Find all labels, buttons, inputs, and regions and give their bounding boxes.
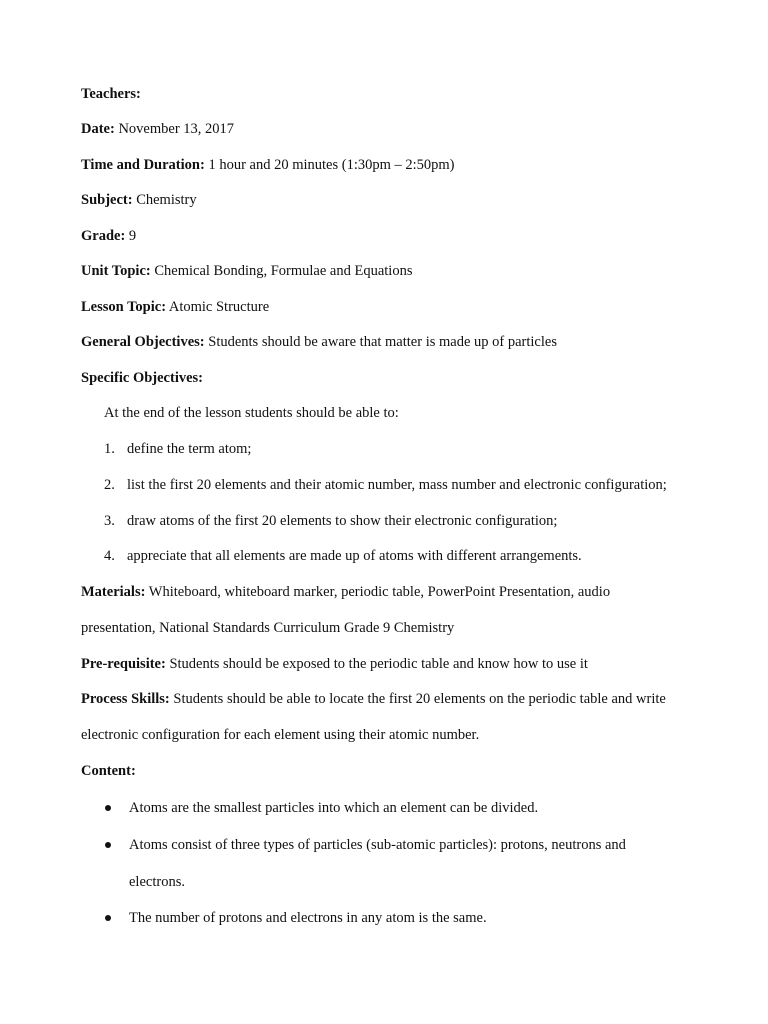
subject-value: Chemistry bbox=[136, 192, 197, 208]
content-heading bbox=[81, 762, 136, 780]
grade-label: Grade: bbox=[81, 228, 126, 244]
process-skills-label: Process Skills: bbox=[81, 691, 170, 707]
objective-number: 1. bbox=[104, 441, 115, 457]
materials-value: Whiteboard, whiteboard marker, periodic table, PowerPoint Presentation, audio bbox=[148, 584, 611, 600]
date-value: November 13, 2017 bbox=[118, 121, 235, 137]
general-objectives-line bbox=[81, 333, 557, 351]
time-duration-label: Time and Duration: bbox=[81, 157, 205, 173]
lesson-topic-value: Atomic Structure bbox=[168, 299, 270, 315]
unit-topic-label: Unit Topic: bbox=[81, 263, 151, 279]
teachers-line bbox=[81, 85, 141, 103]
materials-line bbox=[81, 583, 610, 601]
lesson-topic-line bbox=[81, 298, 269, 316]
teachers-label: Teachers: bbox=[81, 86, 141, 102]
subject-line bbox=[81, 191, 197, 209]
time-duration-line bbox=[81, 156, 455, 174]
content-bullet-text: Atoms are the smallest particles into which an element can be divided. bbox=[129, 800, 539, 816]
prerequisite-label: Pre-requisite: bbox=[81, 656, 166, 672]
objective-number: 2. bbox=[104, 477, 115, 493]
prerequisite-line bbox=[81, 655, 588, 673]
objective-number: 3. bbox=[104, 513, 115, 529]
content-bullet-continuation: electrons. bbox=[129, 874, 185, 890]
process-skills-line bbox=[81, 690, 666, 708]
general-objectives-value: Students should be aware that matter is made up of particles bbox=[208, 334, 557, 350]
process-skills-value: Students should be able to locate the first 20 elements on the periodic table and write bbox=[173, 691, 666, 707]
bullet-icon bbox=[105, 805, 111, 811]
grade-value: 9 bbox=[128, 228, 137, 244]
materials-label: Materials: bbox=[81, 584, 146, 600]
specific-objectives-label: Specific Objectives: bbox=[81, 370, 204, 386]
process-skills-continuation: electronic configuration for each element using their atomic number. bbox=[81, 727, 480, 743]
time-duration-value: 1 hour and 20 minutes (1:30pm – 2:50pm) bbox=[208, 157, 455, 173]
materials-continuation: presentation, National Standards Curriculum Grade 9 Chemistry bbox=[81, 620, 455, 636]
objective-text: define the term atom; bbox=[127, 441, 252, 457]
date-line bbox=[81, 120, 234, 138]
objective-text: draw atoms of the first 20 elements to show their electronic configuration; bbox=[127, 513, 558, 529]
date-label: Date: bbox=[81, 121, 115, 137]
content-label: Content: bbox=[81, 763, 136, 779]
objective-text: appreciate that all elements are made up of atoms with different arrangements. bbox=[127, 548, 582, 564]
specific-objectives-heading bbox=[81, 369, 203, 387]
bullet-icon bbox=[105, 842, 111, 848]
subject-label: Subject: bbox=[81, 192, 133, 208]
specific-objectives-intro: At the end of the lesson students should be able to: bbox=[104, 405, 399, 421]
general-objectives-label: General Objectives: bbox=[81, 334, 205, 350]
bullet-icon bbox=[105, 915, 111, 921]
objective-number: 4. bbox=[104, 548, 115, 564]
grade-line bbox=[81, 227, 136, 245]
unit-topic-value: Chemical Bonding, Formulae and Equations bbox=[154, 263, 413, 279]
content-bullet-text: The number of protons and electrons in any atom is the same. bbox=[129, 910, 487, 926]
content-bullet-text: Atoms consist of three types of particles (sub-atomic particles): protons, neutrons and bbox=[129, 837, 626, 853]
prerequisite-value: Students should be exposed to the periodic table and know how to use it bbox=[169, 656, 588, 672]
objective-text: list the first 20 elements and their atomic number, mass number and electronic configuration; bbox=[127, 477, 667, 493]
unit-topic-line bbox=[81, 262, 412, 280]
lesson-topic-label: Lesson Topic: bbox=[81, 299, 167, 315]
